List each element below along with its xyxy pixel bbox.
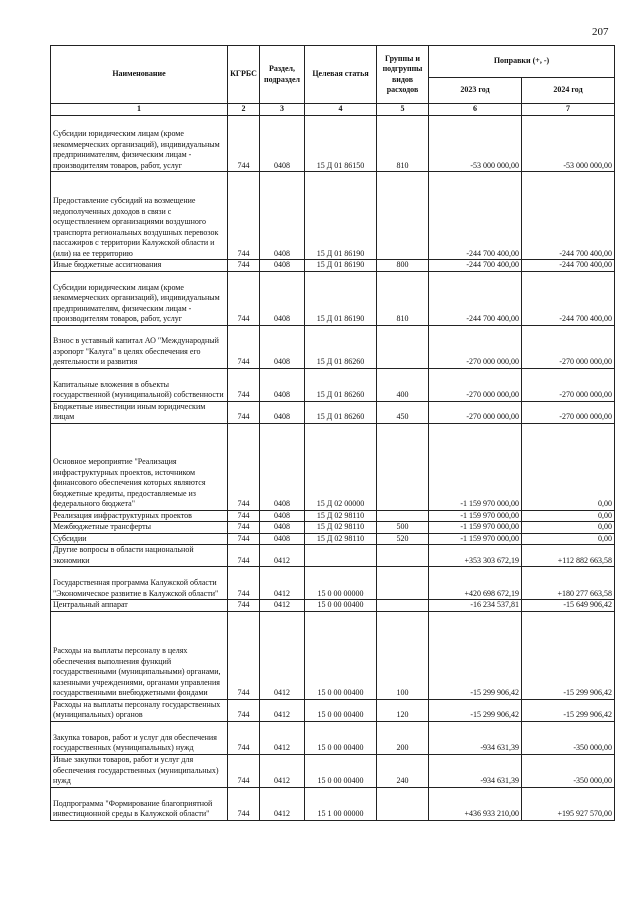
- cell-amount-2024: -244 700 400,00: [522, 172, 615, 260]
- cell-section: 0408: [260, 172, 305, 260]
- header-amendments: Поправки (+, -): [429, 46, 615, 78]
- cell-amount-2023: -1 159 970 000,00: [429, 533, 522, 545]
- cell-section: 0412: [260, 600, 305, 612]
- cell-grbs: 744: [228, 787, 260, 820]
- table-row: [51, 611, 615, 699]
- cell-expense-type: [377, 423, 429, 510]
- header-ktrbs: КГРБС: [228, 46, 260, 104]
- table-row: [51, 401, 615, 423]
- cell-article: 15 Д 02 98110: [305, 510, 377, 522]
- cell-grbs: 744: [228, 116, 260, 172]
- budget-table: [50, 45, 615, 821]
- cell-grbs: 744: [228, 401, 260, 423]
- cell-name: Иные закупки товаров, работ и услуг для обеспечения государственных (муниципальных) нужд: [51, 754, 228, 787]
- cell-amount-2023: -15 299 906,42: [429, 699, 522, 721]
- cell-expense-type: [377, 600, 429, 612]
- cell-name: Государственная программа Калужской области "Экономическое развитие в Калужской области": [51, 567, 228, 600]
- cell-article: 15 Д 01 86150: [305, 116, 377, 172]
- cell-name: Иные бюджетные ассигнования: [51, 260, 228, 272]
- cell-grbs: 744: [228, 533, 260, 545]
- cell-expense-type: [377, 567, 429, 600]
- table-row: [51, 787, 615, 820]
- cell-name: Расходы на выплаты персоналу в целях обеспечения выполнения функций государственными (муниципальными) органами, казенными учреждениями, органами управления государственными внебюджетными фондами: [51, 611, 228, 699]
- cell-name: Субсидии юридическим лицам (кроме некоммерческих организаций), индивидуальным предпринимателям, физическим лицам - производителям товаров, работ, услуг: [51, 271, 228, 325]
- cell-article: 15 0 00 00400: [305, 699, 377, 721]
- cell-article: 15 Д 02 98110: [305, 522, 377, 534]
- cell-expense-type: 200: [377, 721, 429, 754]
- cell-amount-2023: -244 700 400,00: [429, 260, 522, 272]
- cell-amount-2024: +180 277 663,58: [522, 567, 615, 600]
- cell-grbs: 744: [228, 754, 260, 787]
- cell-section: 0408: [260, 368, 305, 401]
- cell-section: 0412: [260, 699, 305, 721]
- cell-name: Закупка товаров, работ и услуг для обеспечения государственных (муниципальных) нужд: [51, 721, 228, 754]
- cell-amount-2023: -1 159 970 000,00: [429, 423, 522, 510]
- cell-expense-type: 500: [377, 522, 429, 534]
- cell-amount-2023: +353 303 672,19: [429, 545, 522, 567]
- cell-amount-2024: -15 299 906,42: [522, 611, 615, 699]
- cell-name: Взнос в уставный капитал АО "Международный аэропорт "Калуга" в целях обеспечения его деятельности и развития: [51, 325, 228, 368]
- page-number: 207: [592, 26, 609, 38]
- cell-name: Другие вопросы в области национальной экономики: [51, 545, 228, 567]
- table-row: [51, 754, 615, 787]
- cell-amount-2023: -244 700 400,00: [429, 271, 522, 325]
- column-number: 6: [429, 104, 522, 116]
- cell-section: 0412: [260, 787, 305, 820]
- table-row: [51, 545, 615, 567]
- cell-article: 15 Д 01 86190: [305, 271, 377, 325]
- cell-name: Субсидии юридическим лицам (кроме некоммерческих организаций), индивидуальным предпринимателям, физическим лицам - производителям товаров, работ, услуг: [51, 116, 228, 172]
- cell-amount-2023: -934 631,39: [429, 721, 522, 754]
- cell-name: Расходы на выплаты персоналу государственных (муниципальных) органов: [51, 699, 228, 721]
- cell-article: 15 Д 02 00000: [305, 423, 377, 510]
- cell-grbs: 744: [228, 368, 260, 401]
- cell-expense-type: 520: [377, 533, 429, 545]
- cell-amount-2024: 0,00: [522, 423, 615, 510]
- cell-amount-2023: +436 933 210,00: [429, 787, 522, 820]
- cell-grbs: 744: [228, 271, 260, 325]
- cell-expense-type: 100: [377, 611, 429, 699]
- table-row: [51, 567, 615, 600]
- header-groups: Группы и подгруппы видов расходов: [377, 46, 429, 104]
- cell-amount-2023: -15 299 906,42: [429, 611, 522, 699]
- cell-amount-2023: -53 000 000,00: [429, 116, 522, 172]
- cell-section: 0408: [260, 533, 305, 545]
- table-row: [51, 699, 615, 721]
- cell-article: 15 Д 01 86260: [305, 401, 377, 423]
- header-name: Наименование: [51, 46, 228, 104]
- table-row: [51, 522, 615, 534]
- cell-amount-2023: -270 000 000,00: [429, 368, 522, 401]
- table-row: [51, 116, 615, 172]
- cell-amount-2023: -244 700 400,00: [429, 172, 522, 260]
- cell-amount-2024: -270 000 000,00: [522, 368, 615, 401]
- cell-section: 0412: [260, 567, 305, 600]
- cell-grbs: 744: [228, 510, 260, 522]
- cell-expense-type: [377, 325, 429, 368]
- cell-section: 0408: [260, 522, 305, 534]
- cell-expense-type: 450: [377, 401, 429, 423]
- header-year-2023: 2023 год: [429, 78, 522, 104]
- table-body: [51, 116, 615, 821]
- cell-article: 15 1 00 00000: [305, 787, 377, 820]
- cell-amount-2023: -270 000 000,00: [429, 325, 522, 368]
- cell-amount-2023: -934 631,39: [429, 754, 522, 787]
- column-number: 3: [260, 104, 305, 116]
- cell-expense-type: [377, 172, 429, 260]
- cell-section: 0408: [260, 423, 305, 510]
- cell-section: 0408: [260, 271, 305, 325]
- cell-amount-2024: 0,00: [522, 533, 615, 545]
- column-number: 1: [51, 104, 228, 116]
- table-row: [51, 271, 615, 325]
- cell-amount-2024: +112 882 663,58: [522, 545, 615, 567]
- cell-expense-type: 120: [377, 699, 429, 721]
- cell-article: 15 0 00 00400: [305, 611, 377, 699]
- cell-grbs: 744: [228, 567, 260, 600]
- cell-expense-type: [377, 787, 429, 820]
- header-article: Целевая статья: [305, 46, 377, 104]
- cell-expense-type: 800: [377, 260, 429, 272]
- cell-grbs: 744: [228, 522, 260, 534]
- cell-name: Межбюджетные трансферты: [51, 522, 228, 534]
- table-row: [51, 600, 615, 612]
- cell-amount-2024: -15 299 906,42: [522, 699, 615, 721]
- table-row: [51, 423, 615, 510]
- cell-expense-type: 810: [377, 116, 429, 172]
- cell-amount-2023: -270 000 000,00: [429, 401, 522, 423]
- table-row: [51, 533, 615, 545]
- table-row: [51, 260, 615, 272]
- cell-amount-2023: +420 698 672,19: [429, 567, 522, 600]
- cell-name: Субсидии: [51, 533, 228, 545]
- column-number: 5: [377, 104, 429, 116]
- cell-name: Реализация инфраструктурных проектов: [51, 510, 228, 522]
- cell-article: 15 0 00 00400: [305, 600, 377, 612]
- cell-name: Предоставление субсидий на возмещение недополученных доходов в связи с осуществлением организациями воздушного транспорта региональных воздушных перевозок пассажиров с территории Калужской области и (или) на ее территорию: [51, 172, 228, 260]
- cell-name: Основное мероприятие "Реализация инфраструктурных проектов, источником финансового обеспечения которых являются бюджетные кредиты, предоставляемые из федерального бюджета": [51, 423, 228, 510]
- cell-article: [305, 545, 377, 567]
- cell-grbs: 744: [228, 545, 260, 567]
- cell-amount-2024: -270 000 000,00: [522, 325, 615, 368]
- cell-grbs: 744: [228, 172, 260, 260]
- cell-article: 15 Д 02 98110: [305, 533, 377, 545]
- cell-section: 0408: [260, 260, 305, 272]
- cell-article: 15 Д 01 86190: [305, 260, 377, 272]
- table-row: [51, 721, 615, 754]
- cell-expense-type: [377, 545, 429, 567]
- cell-amount-2024: +195 927 570,00: [522, 787, 615, 820]
- cell-grbs: 744: [228, 260, 260, 272]
- cell-grbs: 744: [228, 423, 260, 510]
- cell-expense-type: [377, 510, 429, 522]
- cell-grbs: 744: [228, 721, 260, 754]
- table-row: [51, 510, 615, 522]
- cell-section: 0412: [260, 754, 305, 787]
- cell-expense-type: 400: [377, 368, 429, 401]
- cell-expense-type: 240: [377, 754, 429, 787]
- column-number: 7: [522, 104, 615, 116]
- cell-section: 0412: [260, 611, 305, 699]
- cell-name: Бюджетные инвестиции иным юридическим лицам: [51, 401, 228, 423]
- table-row: [51, 325, 615, 368]
- cell-expense-type: 810: [377, 271, 429, 325]
- cell-name: Подпрограмма "Формирование благоприятной инвестиционной среды в Калужской области": [51, 787, 228, 820]
- cell-article: 15 Д 01 86260: [305, 325, 377, 368]
- cell-section: 0408: [260, 401, 305, 423]
- cell-section: 0412: [260, 721, 305, 754]
- table-row: [51, 172, 615, 260]
- cell-amount-2023: -16 234 537,81: [429, 600, 522, 612]
- cell-grbs: 744: [228, 699, 260, 721]
- cell-section: 0412: [260, 545, 305, 567]
- cell-article: 15 0 00 00400: [305, 721, 377, 754]
- cell-amount-2024: -15 649 906,42: [522, 600, 615, 612]
- cell-grbs: 744: [228, 325, 260, 368]
- cell-name: Капитальные вложения в объекты государственной (муниципальной) собственности: [51, 368, 228, 401]
- column-number: 4: [305, 104, 377, 116]
- header-section: Раздел, подраздел: [260, 46, 305, 104]
- cell-amount-2023: -1 159 970 000,00: [429, 522, 522, 534]
- cell-name: Центральный аппарат: [51, 600, 228, 612]
- header-year-2024: 2024 год: [522, 78, 615, 104]
- table-row: [51, 368, 615, 401]
- cell-amount-2024: 0,00: [522, 510, 615, 522]
- cell-amount-2024: 0,00: [522, 522, 615, 534]
- cell-article: 15 0 00 00000: [305, 567, 377, 600]
- cell-amount-2023: -1 159 970 000,00: [429, 510, 522, 522]
- cell-amount-2024: -350 000,00: [522, 754, 615, 787]
- cell-article: 15 Д 01 86190: [305, 172, 377, 260]
- cell-grbs: 744: [228, 600, 260, 612]
- cell-amount-2024: -244 700 400,00: [522, 271, 615, 325]
- cell-amount-2024: -244 700 400,00: [522, 260, 615, 272]
- cell-article: 15 0 00 00400: [305, 754, 377, 787]
- cell-amount-2024: -350 000,00: [522, 721, 615, 754]
- column-number: 2: [228, 104, 260, 116]
- cell-section: 0408: [260, 510, 305, 522]
- cell-section: 0408: [260, 116, 305, 172]
- cell-grbs: 744: [228, 611, 260, 699]
- cell-amount-2024: -270 000 000,00: [522, 401, 615, 423]
- cell-amount-2024: -53 000 000,00: [522, 116, 615, 172]
- cell-section: 0408: [260, 325, 305, 368]
- cell-article: 15 Д 01 86260: [305, 368, 377, 401]
